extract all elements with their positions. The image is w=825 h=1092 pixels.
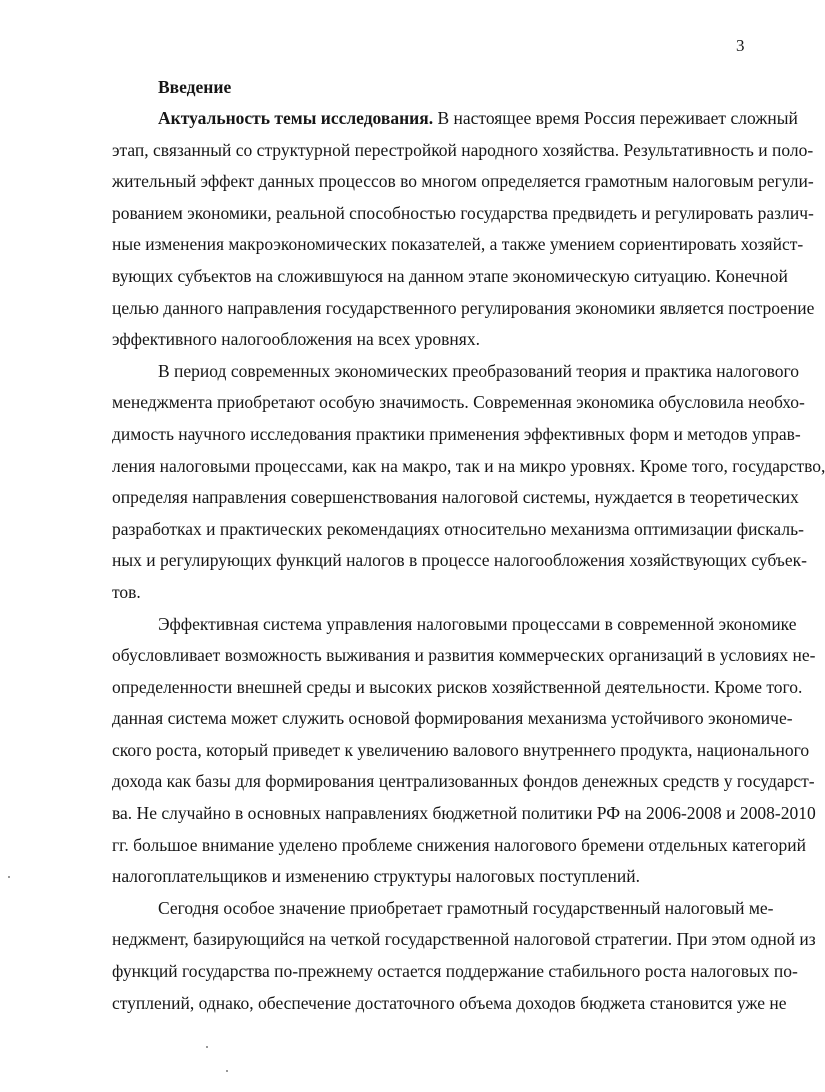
paragraph-line: гг. большое внимание уделено проблеме снижения налогового бремени отдельных категорий — [112, 834, 806, 855]
paragraph-relevance — [112, 103, 815, 356]
paragraph-line: ступлений, однако, обеспечение достаточного объема доходов бюджета становится уже не — [112, 992, 787, 1013]
paragraph-line: Актуальность темы исследования. В настоящее время Россия переживает сложный — [158, 108, 798, 128]
scan-speck — [226, 1070, 228, 1072]
scan-speck — [206, 1046, 208, 1048]
page-number: 3 — [736, 36, 745, 55]
paragraph-line: Эффективная система управления налоговыми процессами в современной экономике — [158, 613, 797, 634]
paragraph-line: Сегодня особое значение приобретает грамотный государственный налоговый ме- — [158, 897, 774, 918]
section-heading: Введение — [158, 77, 232, 97]
paragraph-line: целью данного направления государственного регулирования экономики является построение — [112, 297, 815, 318]
paragraph-line: дохода как базы для формирования централизованных фондов денежных средств у государст- — [112, 771, 815, 792]
paragraph-line: тов. — [112, 581, 141, 602]
paragraph-line: неджмент, базирующийся на четкой государственной налоговой стратегии. При этом одной из — [112, 929, 816, 950]
paragraph-line: данная система может служить основой формирования механизма устойчивого экономиче- — [112, 708, 793, 729]
paragraph-line: ных и регулирующих функций налогов в процессе налогообложения хозяйствующих субъек- — [112, 550, 807, 571]
paragraph-line: этап, связанный со структурной перестройкой народного хозяйства. Результативность и поло- — [112, 139, 814, 160]
paragraph-line: ва. Не случайно в основных направлениях бюджетной политики РФ на 2006-2008 и 2008-2010 — [112, 803, 816, 824]
paragraph-line: налогоплательщиков и изменению структуры налоговых поступлений. — [112, 866, 641, 887]
paragraph-line: разработках и практических рекомендациях относительно механизма оптимизации фискаль- — [112, 518, 804, 539]
paragraph-line: рованием экономики, реальной способностью государства предвидеть и регулировать различ- — [112, 202, 814, 223]
paragraph-line: определенности внешней среды и высоких рисков хозяйственной деятельности. Кроме того. — [112, 676, 803, 697]
document-body — [112, 72, 825, 1019]
paragraph-line: В период современных экономических преобразований теория и практика налогового — [158, 360, 799, 381]
paragraph-line: эффективного налогообложения на всех уровнях. — [112, 329, 480, 350]
paragraph-line: жительный эффект данных процессов во многом определяется грамотным налоговым регули- — [112, 171, 814, 192]
paragraph-state-tax-management — [112, 893, 816, 1019]
paragraph-tax-management — [112, 356, 825, 609]
paragraph-line: ные изменения макроэкономических показателей, а также умением сориентировать хозяйст- — [112, 234, 804, 255]
paragraph-line: обусловливает возможность выживания и развития коммерческих организаций в условиях не- — [112, 645, 816, 666]
paragraph-line: менеджмента приобретают особую значимость. Современная экономика обусловила необхо- — [112, 392, 805, 413]
paragraph-line: вующих субъектов на сложившуюся на данном этапе экономическую ситуацию. Конечной — [112, 265, 788, 286]
paragraph-line: ского роста, который приведет к увеличению валового внутреннего продукта, национального — [112, 739, 810, 760]
paragraph-line: функций государства по-прежнему остается поддержание стабильного роста налоговых по- — [112, 961, 798, 982]
paragraph-lead: Актуальность темы исследования. — [158, 108, 434, 128]
paragraph-line: димость научного исследования практики применения эффективных форм и методов управ- — [112, 423, 801, 444]
scan-speck — [8, 876, 10, 878]
paragraph-line: ления налоговыми процессами, как на макро, так и на микро уровнях. Кроме того, государство, — [112, 455, 825, 476]
paragraph-effective-system — [112, 609, 816, 893]
paragraph-line: определяя направления совершенствования налоговой системы, нуждается в теоретических — [112, 487, 799, 508]
